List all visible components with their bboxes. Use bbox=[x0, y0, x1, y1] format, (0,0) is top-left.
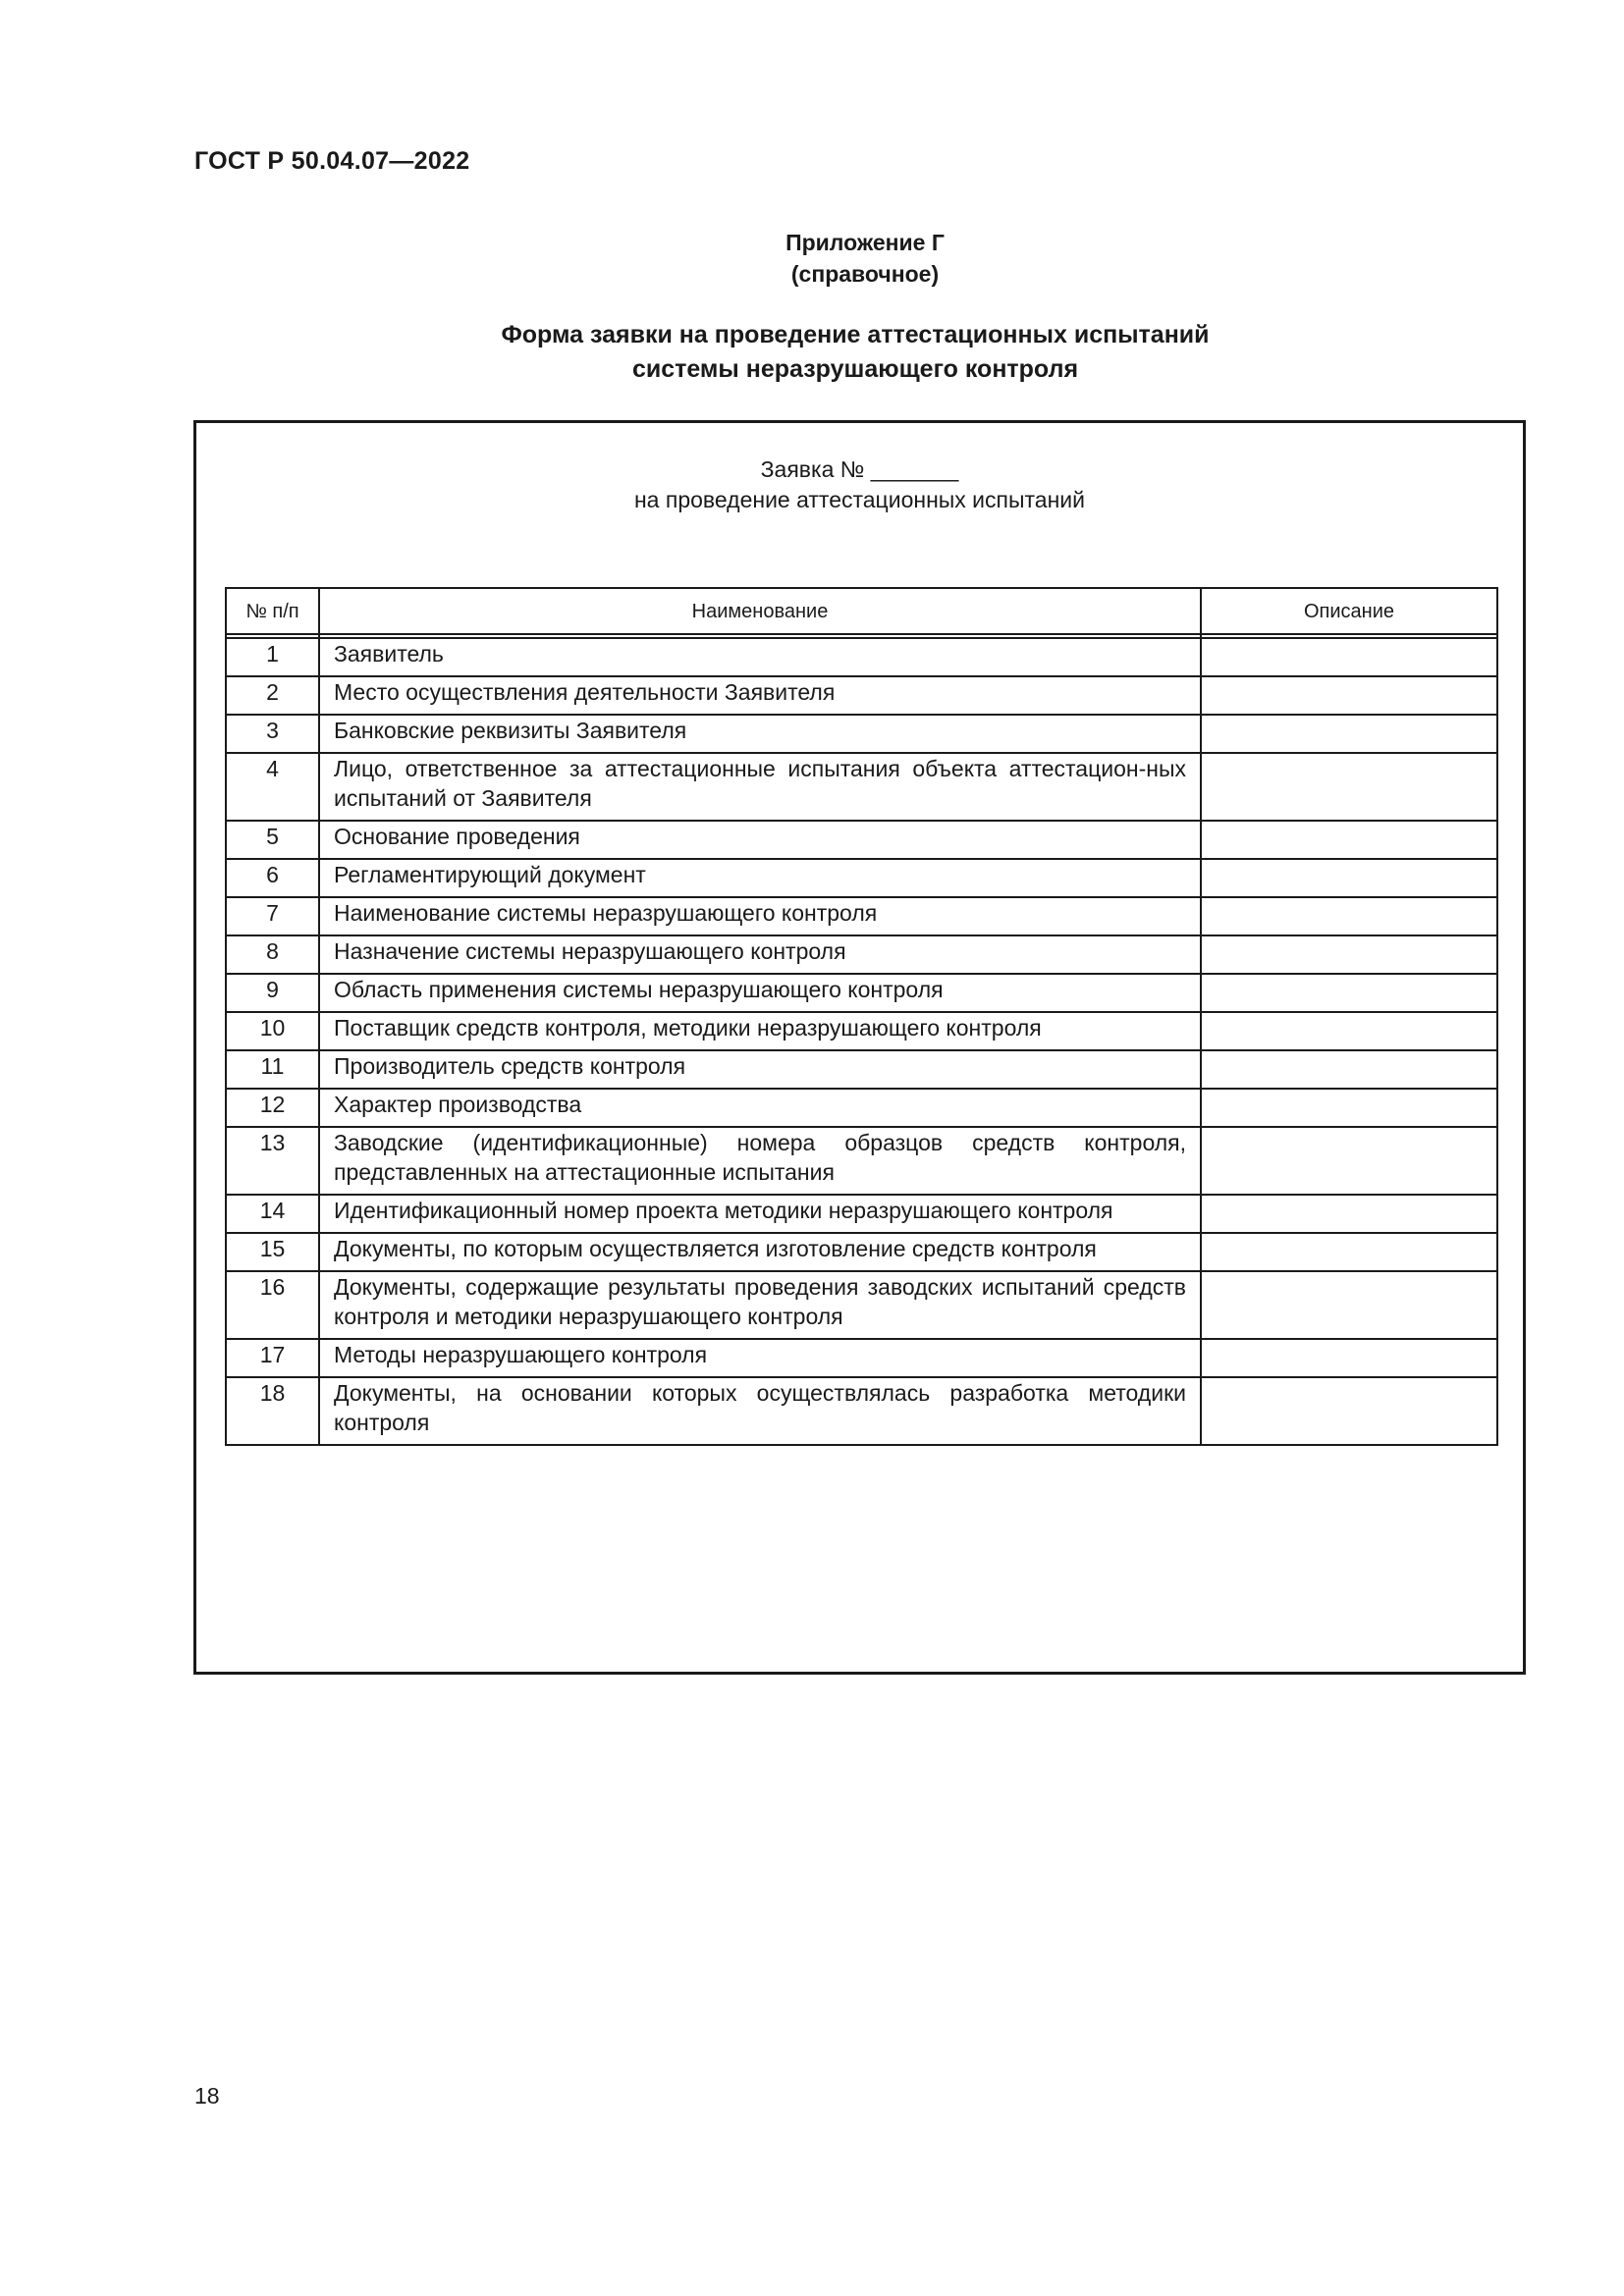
column-header-description: Описание bbox=[1201, 588, 1497, 634]
row-name: Документы, по которым осуществляется изготовление средств контроля bbox=[319, 1233, 1201, 1271]
appendix-heading bbox=[0, 227, 1624, 290]
row-description[interactable] bbox=[1201, 1377, 1497, 1445]
row-name: Документы, на основании которых осуществлялась разработка методики контроля bbox=[319, 1377, 1201, 1445]
row-description[interactable] bbox=[1201, 1271, 1497, 1339]
table-row bbox=[226, 974, 1497, 1012]
column-header-number: № п/п bbox=[226, 588, 319, 634]
row-number: 3 bbox=[226, 715, 319, 753]
row-name: Банковские реквизиты Заявителя bbox=[319, 715, 1201, 753]
table-row bbox=[226, 715, 1497, 753]
form-frame bbox=[193, 420, 1526, 1675]
row-name: Основание проведения bbox=[319, 821, 1201, 859]
row-name: Область применения системы неразрушающего контроля bbox=[319, 974, 1201, 1012]
table-row bbox=[226, 935, 1497, 974]
row-name: Заявитель bbox=[319, 638, 1201, 676]
table-row bbox=[226, 1127, 1497, 1195]
row-description[interactable] bbox=[1201, 1233, 1497, 1271]
row-number: 11 bbox=[226, 1050, 319, 1089]
form-title bbox=[0, 318, 1624, 387]
row-number: 12 bbox=[226, 1089, 319, 1127]
row-name: Регламентирующий документ bbox=[319, 859, 1201, 897]
appendix-title: Приложение Г bbox=[785, 230, 945, 255]
table-row bbox=[226, 1233, 1497, 1271]
appendix-kind: (справочное) bbox=[790, 261, 940, 287]
table-row bbox=[226, 753, 1497, 821]
table-row bbox=[226, 638, 1497, 676]
request-table bbox=[225, 587, 1498, 1446]
row-name: Место осуществления деятельности Заявителя bbox=[319, 676, 1201, 715]
row-number: 7 bbox=[226, 897, 319, 935]
row-description[interactable] bbox=[1201, 935, 1497, 974]
form-title-line-1: Форма заявки на проведение аттестационных испытаний bbox=[501, 321, 1210, 348]
row-number: 1 bbox=[226, 638, 319, 676]
row-name: Документы, содержащие результаты проведения заводских испытаний средств контроля и методики неразрушающего контроля bbox=[319, 1271, 1201, 1339]
request-heading bbox=[196, 454, 1523, 515]
row-description[interactable] bbox=[1201, 676, 1497, 715]
row-description[interactable] bbox=[1201, 859, 1497, 897]
table-row bbox=[226, 1271, 1497, 1339]
row-description[interactable] bbox=[1201, 1012, 1497, 1050]
request-number-line: Заявка № _______ bbox=[760, 456, 959, 482]
row-description[interactable] bbox=[1201, 715, 1497, 753]
row-number: 2 bbox=[226, 676, 319, 715]
row-number: 18 bbox=[226, 1377, 319, 1445]
row-description[interactable] bbox=[1201, 1050, 1497, 1089]
row-name: Идентификационный номер проекта методики неразрушающего контроля bbox=[319, 1195, 1201, 1233]
row-name: Поставщик средств контроля, методики неразрушающего контроля bbox=[319, 1012, 1201, 1050]
row-description[interactable] bbox=[1201, 1089, 1497, 1127]
row-number: 5 bbox=[226, 821, 319, 859]
row-description[interactable] bbox=[1201, 974, 1497, 1012]
row-number: 10 bbox=[226, 1012, 319, 1050]
row-description[interactable] bbox=[1201, 638, 1497, 676]
table-row bbox=[226, 897, 1497, 935]
row-number: 13 bbox=[226, 1127, 319, 1195]
row-number: 14 bbox=[226, 1195, 319, 1233]
row-number: 8 bbox=[226, 935, 319, 974]
table-row bbox=[226, 1050, 1497, 1089]
row-description[interactable] bbox=[1201, 821, 1497, 859]
row-name: Наименование системы неразрушающего контроля bbox=[319, 897, 1201, 935]
row-name: Характер производства bbox=[319, 1089, 1201, 1127]
row-description[interactable] bbox=[1201, 1127, 1497, 1195]
row-name: Назначение системы неразрушающего контроля bbox=[319, 935, 1201, 974]
table-row bbox=[226, 1377, 1497, 1445]
row-name: Лицо, ответственное за аттестационные испытания объекта аттестацион-ных испытаний от Заявителя bbox=[319, 753, 1201, 821]
row-number: 6 bbox=[226, 859, 319, 897]
row-description[interactable] bbox=[1201, 1339, 1497, 1377]
table-row bbox=[226, 1012, 1497, 1050]
table-row bbox=[226, 859, 1497, 897]
table-row bbox=[226, 1339, 1497, 1377]
document-id: ГОСТ Р 50.04.07—2022 bbox=[194, 147, 470, 175]
table-header-row bbox=[226, 588, 1497, 634]
row-description[interactable] bbox=[1201, 1195, 1497, 1233]
row-name: Производитель средств контроля bbox=[319, 1050, 1201, 1089]
row-number: 15 bbox=[226, 1233, 319, 1271]
table-row bbox=[226, 1195, 1497, 1233]
row-number: 9 bbox=[226, 974, 319, 1012]
row-number: 17 bbox=[226, 1339, 319, 1377]
row-number: 16 bbox=[226, 1271, 319, 1339]
row-description[interactable] bbox=[1201, 753, 1497, 821]
table-row bbox=[226, 1089, 1497, 1127]
row-description[interactable] bbox=[1201, 897, 1497, 935]
form-title-line-2: системы неразрушающего контроля bbox=[631, 355, 1079, 383]
row-name: Заводские (идентификационные) номера образцов средств контроля, представленных на аттестационные испытания bbox=[319, 1127, 1201, 1195]
row-number: 4 bbox=[226, 753, 319, 821]
row-name: Методы неразрушающего контроля bbox=[319, 1339, 1201, 1377]
table-row bbox=[226, 676, 1497, 715]
table-row bbox=[226, 821, 1497, 859]
table-body bbox=[226, 638, 1497, 1445]
page-number: 18 bbox=[194, 2083, 220, 2109]
column-header-name: Наименование bbox=[319, 588, 1201, 634]
request-subtitle: на проведение аттестационных испытаний bbox=[633, 487, 1085, 512]
